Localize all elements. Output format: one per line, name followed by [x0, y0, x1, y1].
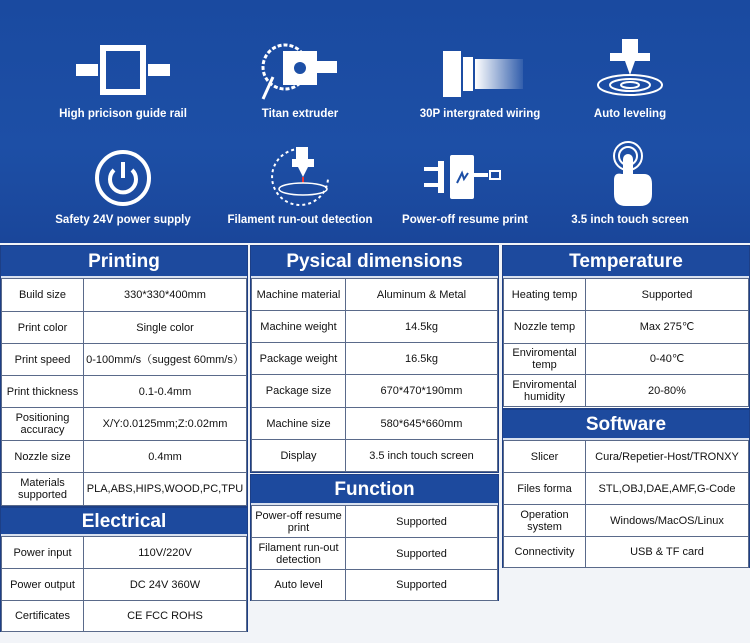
table-row — [252, 343, 498, 375]
spec-key: Materials supported — [2, 473, 84, 506]
temperature-table — [503, 278, 749, 407]
feature-touch-screen — [540, 138, 720, 226]
table-row — [2, 279, 247, 312]
printing-panel — [0, 245, 248, 507]
spec-key: Build size — [2, 279, 84, 312]
function-panel — [250, 474, 499, 601]
spec-key: Enviromental humidity — [504, 375, 586, 407]
touch-screen-icon — [600, 140, 660, 208]
spec-value: STL,OBJ,DAE,AMF,G-Code — [586, 473, 749, 505]
table-row — [2, 344, 247, 376]
spec-value: 0-100mm/s（suggest 60mm/s） — [84, 344, 247, 376]
spec-value: Aluminum & Metal — [346, 279, 498, 311]
spec-key: Heating temp — [504, 279, 586, 311]
table-row — [252, 375, 498, 408]
table-row — [252, 570, 498, 601]
feature-power-supply — [33, 138, 213, 226]
spec-value: 0.4mm — [84, 441, 247, 473]
spec-value: DC 24V 360W — [84, 569, 247, 601]
spec-key: Machine size — [252, 408, 346, 440]
feature-guide-rail — [33, 32, 213, 120]
electrical-panel — [0, 507, 248, 632]
spec-value: Windows/MacOS/Linux — [586, 505, 749, 537]
software-panel — [502, 409, 750, 568]
table-row — [2, 537, 247, 569]
spec-key: Print color — [2, 312, 84, 344]
spec-key: Display — [252, 440, 346, 472]
feature-label: Safety 24V power supply — [55, 214, 191, 226]
spec-value: Supported — [346, 506, 498, 538]
spec-value: Supported — [346, 570, 498, 601]
software-table — [503, 440, 749, 568]
spec-value: Supported — [586, 279, 749, 311]
wiring-icon — [435, 47, 525, 102]
feature-label: 3.5 inch touch screen — [571, 214, 689, 226]
table-row — [504, 505, 749, 537]
feature-extruder — [210, 32, 390, 120]
spec-key: Package size — [252, 375, 346, 408]
feature-filament-detection — [210, 138, 390, 226]
power-off-resume-icon — [420, 153, 510, 208]
spec-key: Filament run-out detection — [252, 538, 346, 570]
table-row — [252, 408, 498, 440]
table-row — [504, 279, 749, 311]
physical-table — [251, 278, 498, 472]
guide-rail-icon — [73, 42, 173, 102]
spec-key: Files forma — [504, 473, 586, 505]
function-title: Function — [251, 475, 498, 505]
spec-key: Power-off resume print — [252, 506, 346, 538]
feature-label: 30P intergrated wiring — [419, 108, 541, 120]
table-row — [2, 376, 247, 408]
table-row — [2, 441, 247, 473]
feature-auto-leveling — [540, 32, 720, 120]
extruder-icon — [255, 37, 345, 102]
features-banner — [0, 0, 750, 243]
spec-value: X/Y:0.0125mm;Z:0.02mm — [84, 408, 247, 441]
table-row — [2, 312, 247, 344]
spec-value: CE FCC ROHS — [84, 601, 247, 632]
spec-key: Print thickness — [2, 376, 84, 408]
physical-title: Pysical dimensions — [251, 246, 498, 278]
spec-value: 110V/220V — [84, 537, 247, 569]
spec-value: Supported — [346, 538, 498, 570]
table-row — [252, 440, 498, 472]
spec-value: Max 275℃ — [586, 311, 749, 344]
electrical-title: Electrical — [1, 508, 247, 536]
table-row — [504, 311, 749, 344]
feature-label: High pricison guide rail — [59, 108, 187, 120]
table-row — [2, 473, 247, 506]
spec-value: USB & TF card — [586, 537, 749, 568]
filament-detection-icon — [260, 143, 340, 208]
spec-key: Enviromental temp — [504, 344, 586, 375]
software-title: Software — [503, 410, 749, 440]
power-icon — [93, 148, 153, 208]
physical-panel — [250, 245, 499, 473]
spec-key: Certificates — [2, 601, 84, 632]
spec-key: Operation system — [504, 505, 586, 537]
table-row — [252, 506, 498, 538]
spec-key: Positioning accuracy — [2, 408, 84, 441]
spec-value: 0.1-0.4mm — [84, 376, 247, 408]
printing-title: Printing — [1, 246, 247, 278]
table-row — [504, 441, 749, 473]
table-row — [252, 538, 498, 570]
spec-value: 3.5 inch touch screen — [346, 440, 498, 472]
spec-key: Nozzle size — [2, 441, 84, 473]
table-row — [2, 601, 247, 632]
table-row — [504, 537, 749, 568]
feature-label: Filament run-out detection — [227, 214, 373, 226]
function-table — [251, 505, 498, 601]
spec-key: Auto level — [252, 570, 346, 601]
spec-value: 16.5kg — [346, 343, 498, 375]
printing-table — [1, 278, 247, 506]
table-row — [252, 279, 498, 311]
electrical-table — [1, 536, 247, 632]
spec-value: Single color — [84, 312, 247, 344]
table-row — [504, 344, 749, 375]
spec-key: Print speed — [2, 344, 84, 376]
spec-key: Package weight — [252, 343, 346, 375]
spec-key: Machine material — [252, 279, 346, 311]
feature-label: Titan extruder — [261, 108, 339, 120]
table-row — [2, 408, 247, 441]
auto-leveling-icon — [595, 37, 665, 102]
spec-key: Connectivity — [504, 537, 586, 568]
spec-value: 330*330*400mm — [84, 279, 247, 312]
spec-value: 14.5kg — [346, 311, 498, 343]
spec-value: 20-80% — [586, 375, 749, 407]
spec-key: Slicer — [504, 441, 586, 473]
feature-label: Power-off resume print — [402, 214, 528, 226]
feature-power-off-resume — [375, 138, 555, 226]
table-row — [252, 311, 498, 343]
spec-value: Cura/Repetier-Host/TRONXY — [586, 441, 749, 473]
spec-value: 580*645*660mm — [346, 408, 498, 440]
spec-value: 670*470*190mm — [346, 375, 498, 408]
spec-key: Machine weight — [252, 311, 346, 343]
temperature-panel — [502, 245, 750, 409]
spec-value: PLA,ABS,HIPS,WOOD,PC,TPU — [84, 473, 247, 506]
spec-key: Nozzle temp — [504, 311, 586, 344]
spec-key: Power input — [2, 537, 84, 569]
table-row — [2, 569, 247, 601]
table-row — [504, 375, 749, 407]
spec-value: 0-40℃ — [586, 344, 749, 375]
feature-label: Auto leveling — [593, 108, 667, 120]
temperature-title: Temperature — [503, 246, 749, 278]
spec-key: Power output — [2, 569, 84, 601]
table-row — [504, 473, 749, 505]
